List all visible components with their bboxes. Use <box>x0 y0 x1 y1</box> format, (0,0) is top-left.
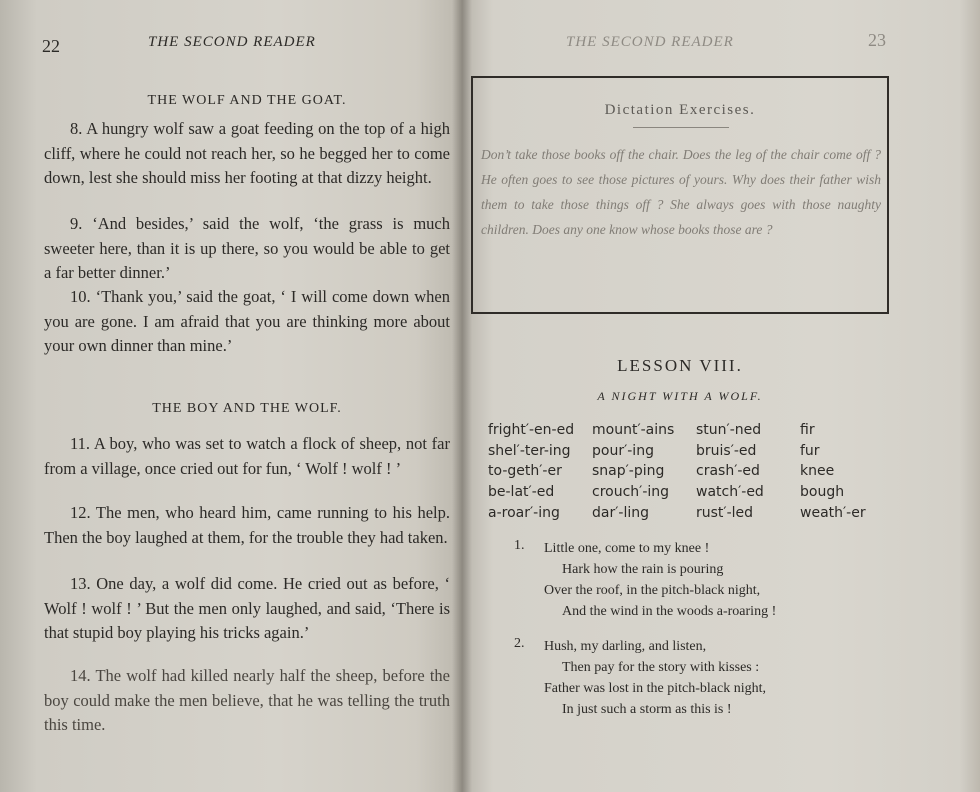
word-item: bough <box>800 484 845 501</box>
word-item: shel′-ter-ing <box>488 442 571 459</box>
word-item: crouch′-ing <box>592 484 670 501</box>
word-item: rust′-led <box>696 504 754 521</box>
story-title-boy-wolf: THE BOY AND THE WOLF. <box>152 401 342 416</box>
word-item: pour′-ing <box>592 442 654 459</box>
word-item: dar′-ling <box>592 504 649 521</box>
book-gutter <box>452 0 472 792</box>
stanza-1 <box>544 538 776 622</box>
poem-line: Hark how the rain is pouring <box>562 562 724 577</box>
dictation-box <box>471 76 889 314</box>
word-item: fur <box>800 442 820 459</box>
paragraph-14: 14. The wolf had killed nearly half the sheep, before the boy could make the men believe, that he was telling the truth this time. <box>44 666 450 734</box>
dictation-divider <box>633 127 729 128</box>
stanza-1-number: 1. <box>514 538 525 553</box>
word-item: to-geth′-er <box>488 463 562 480</box>
paragraph-8: 8. A hungry wolf saw a goat feeding on the top of a high cliff, where he could not reach her, so he begged her to come down, lest she should miss her footing at that dizzy height. <box>44 119 450 187</box>
page-number-right: 23 <box>868 30 886 50</box>
paragraph-11: 11. A boy, who was set to watch a flock of sheep, not far from a village, once cried out for fun, ‘ Wolf ! wolf ! ’ <box>44 434 450 478</box>
paragraph-13: 13. One day, a wolf did come. He cried out as before, ‘ Wolf ! wolf ! ’ But the men only laughed, and said, ‘There is that stupid boy playing his tricks again.’ <box>44 574 450 642</box>
poem-line: Father was lost in the pitch-black night, <box>544 681 767 696</box>
dictation-title: Dictation Exercises. <box>604 102 756 118</box>
page-number-left: 22 <box>42 36 60 56</box>
word-item: bruis′-ed <box>696 442 757 459</box>
word-item: knee <box>800 463 835 480</box>
poem-line: And the wind in the woods a-roaring ! <box>562 604 777 619</box>
word-item: a-roar′-ing <box>488 504 560 521</box>
word-item: fir <box>800 422 815 438</box>
poem-line: Over the roof, in the pitch-black night, <box>544 583 761 598</box>
word-item: weath′-er <box>800 504 866 521</box>
word-item: crash′-ed <box>696 463 760 480</box>
poem-line: Little one, come to my knee ! <box>544 541 710 556</box>
stanza-2 <box>544 636 766 720</box>
word-item: mount′-ains <box>592 422 675 438</box>
lesson-subtitle: A NIGHT WITH A WOLF. <box>597 389 763 403</box>
word-item: fright′-en-ed <box>488 422 575 438</box>
paragraph-10: 10. ‘Thank you,’ said the goat, ‘ I will come down when you are gone. I am afraid that you are thinking more about your own dinner than mine.’ <box>44 287 450 355</box>
lesson-title: LESSON VIII. <box>617 356 743 375</box>
word-item: stun′-ned <box>696 422 762 438</box>
paragraph-9: 9. ‘And besides,’ said the wolf, ‘the grass is much sweeter here, than it is up there, so you would be able to get a far better dinner.’ <box>44 214 450 282</box>
dictation-text: Don’t take those books off the chair. Does the leg of the chair come off ? He often goes to see those pictures of yours. Why does their father wish them to take those things off ? She always goes with those naughty children. Does any one know whose books those are ? <box>481 147 881 237</box>
paragraph-12: 12. The men, who heard him, came running to his help. Then the boy laughed at them, for the trouble they had taken. <box>44 503 450 547</box>
word-item: be-lat′-ed <box>488 484 555 501</box>
running-head-right: THE SECOND READER <box>566 34 734 50</box>
word-item: watch′-ed <box>696 484 764 501</box>
stanza-2-number: 2. <box>514 636 525 651</box>
story-title-wolf-goat: THE WOLF AND THE GOAT. <box>147 93 347 108</box>
word-item: snap′-ping <box>592 463 665 480</box>
spelling-word-list <box>488 420 888 524</box>
poem-line: In just such a storm as this is ! <box>562 702 732 717</box>
poem-line: Then pay for the story with kisses : <box>562 660 760 675</box>
running-head-left: THE SECOND READER <box>148 34 316 50</box>
poem-line: Hush, my darling, and listen, <box>544 639 707 654</box>
